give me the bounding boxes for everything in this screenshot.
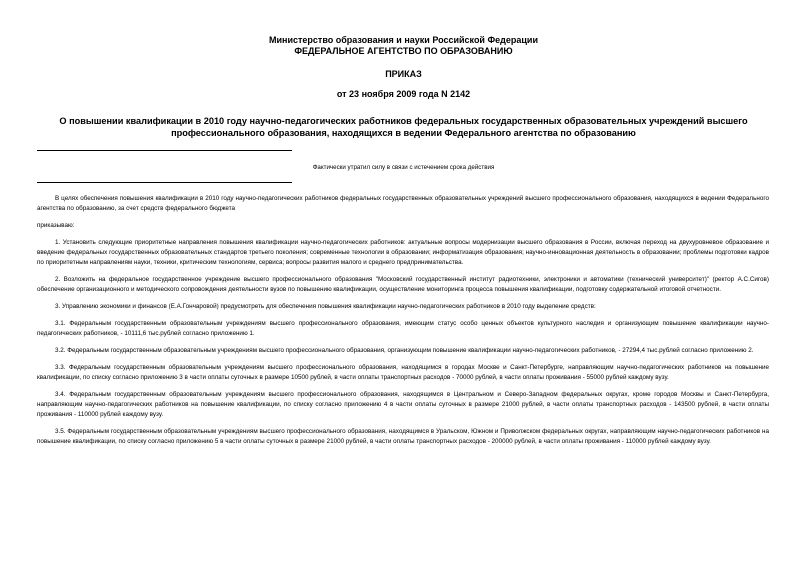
ministry-name: Министерство образования и науки Российской Федерации <box>269 35 538 45</box>
agency-name: ФЕДЕРАЛЬНОЕ АГЕНТСТВО ПО ОБРАЗОВАНИЮ <box>294 46 513 56</box>
clause-3-4: 3.4. Федеральным государственным образовательным учреждениям высшего профессионального образования, находящимся в Центральном и Северо-Западном федеральных округах, кроме городов Москвы и Санкт-Петербурга, направляющим научно-педагогических работников на повышение квалификации, по списку согласно приложению 4 в части оплаты суточных в размере 21000 рублей, в части оплаты транспортных расходов - 143500 рублей, в части оплаты проживания - 110000 рублей каждому вузу. <box>37 391 769 418</box>
preamble-paragraph: В целях обеспечения повышения квалификации в 2010 году научно-педагогических работников федеральных государственных образовательных учреждений высшего профессионального образования, находящихся в ведении Федерального агентства по образованию, за счет средств федерального бюджета <box>37 195 769 212</box>
clause-3-5: 3.5. Федеральным государственным образовательным учреждениям высшего профессионального образования, находящимся в Уральском, Южном и Приволжском федеральных округах, направляющим научно-педагогических работников на повышение квалификации, по списку согласно приложению 5 в части оплаты суточных в размере 21000 рублей, в части оплаты транспортных расходов - 200000 рублей, в части оплаты проживания - 110000 рублей каждому вузу. <box>37 428 769 445</box>
clause-3: 3. Управлению экономики и финансов (Е.А.Гончаровой) предусмотреть для обеспечения повышения квалификации научно-педагогических работников в 2010 году выделение средств: <box>55 303 596 310</box>
clause-3-1: 3.1. Федеральным государственным образовательным учреждениям высшего профессионального образования, имеющим статус особо ценных объектов культурного наследия и организующим повышение квалификации научно-педагогических работников, - 10111,6 тыс.рублей согласно приложению 1. <box>37 320 769 337</box>
document-body <box>37 194 769 454</box>
document-type: ПРИКАЗ <box>385 69 422 79</box>
status-note: Фактически утратил силу в связи с истечением срока действия <box>312 164 495 171</box>
clause-2: 2. Возложить на федеральное государственное учреждение высшего профессионального образования "Московский государственный институт радиотехники, электроники и автоматики (технический университет)" (ректор А.С.Сигов) обеспечение организационного и методического сопровождения деятельности вузов по повышению квалификации, осуществление мониторинга процесса повышения квалификации, подготовку содержательной итоговой отчетности. <box>37 276 769 293</box>
clause-3-3: 3.3. Федеральным государственным образовательным учреждениям высшего профессионального образования, находящимся в городах Москве и Санкт-Петербурге, направляющим научно-педагогических работников на повышение квалификации, по списку согласно приложению 3 в части оплаты суточных в размере 10500 рублей, в части оплаты транспортных расходов - 70000 рублей, в части оплаты проживания - 55000 рублей каждому вузу. <box>37 364 769 381</box>
document-date-number: от 23 ноября 2009 года N 2142 <box>336 89 471 99</box>
divider-bottom <box>37 182 292 183</box>
document-title: О повышении квалификации в 2010 году научно-педагогических работников федеральных государственных образовательных учреждений высшего профессионального образования, находящихся в ведении Федерального агентства по образованию <box>59 116 748 138</box>
clause-1: 1. Установить следующие приоритетные направления повышения квалификации научно-педагогических работников: актуальные вопросы модернизации высшего образования в России, включая переход на двухуровневое образование и введение федеральных государственных образовательных стандартов третьего поколения; современные технологии в образовании; информатизация образования; научно-инновационная деятельность в образовании; проблемы подготовки кадров по приоритетным направлениям науки, техники, критическим технологиям, сервиса; вопросы развития малого и среднего предпринимательства. <box>37 239 769 266</box>
divider-top <box>37 150 292 151</box>
order-verb: приказываю: <box>37 222 75 229</box>
clause-3-2: 3.2. Федеральным государственным образовательным учреждениям высшего профессионального образования, организующим повышение квалификации научно-педагогических работников, - 27294,4 тыс.рублей согласно приложению 2. <box>55 347 754 354</box>
